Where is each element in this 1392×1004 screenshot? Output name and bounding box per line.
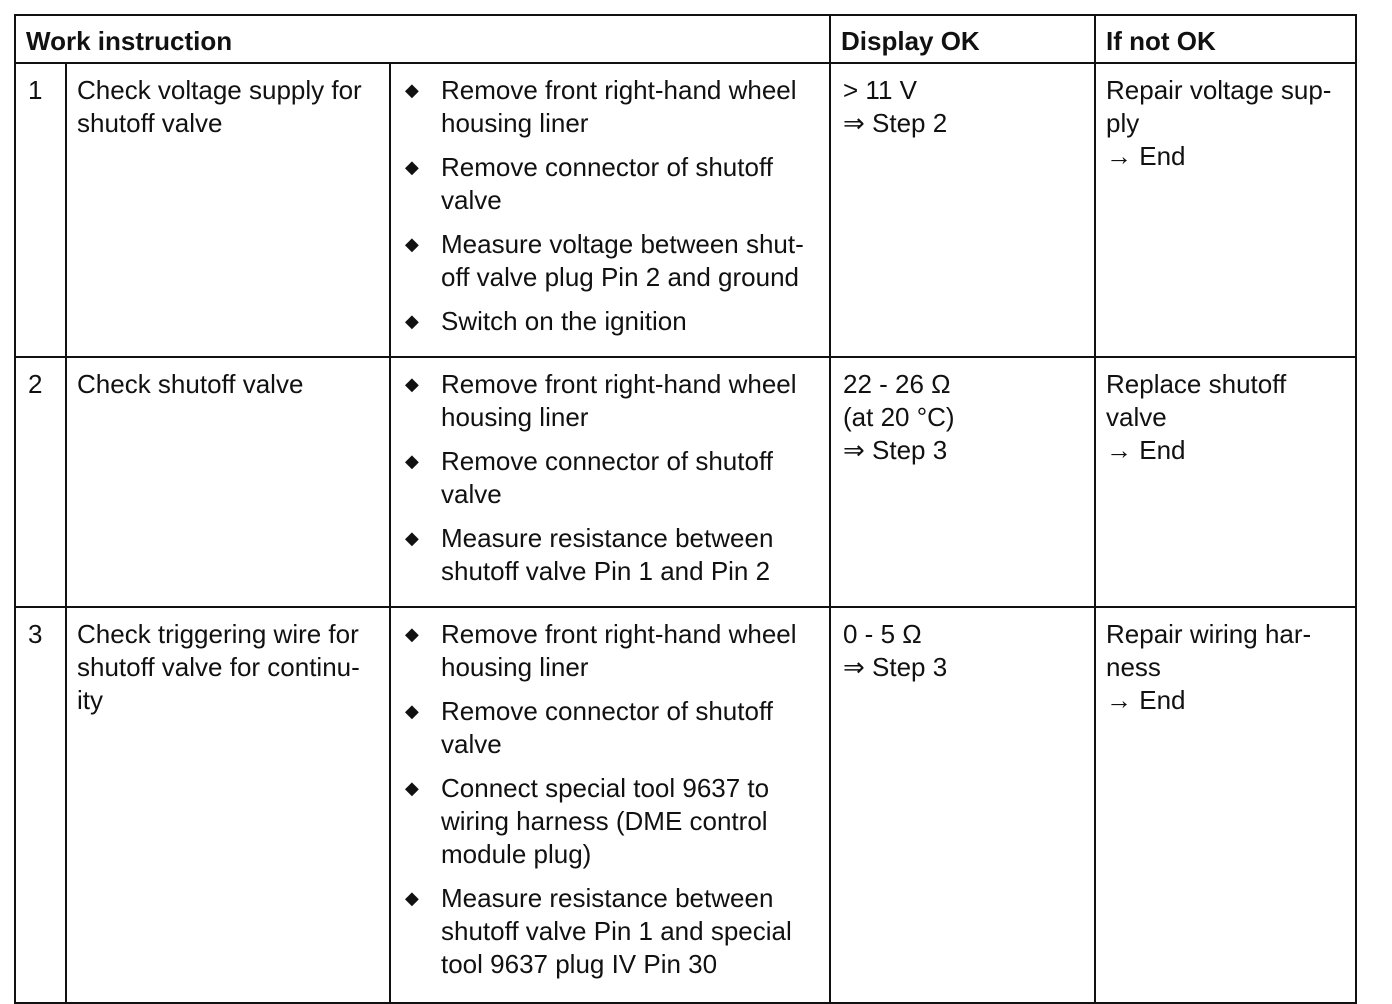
next-step-link: ⇒ Step 3 [843,435,948,465]
table-row [15,357,1356,607]
table-row [15,607,1356,1003]
diamond-bullet-icon: ◆ [405,157,419,177]
remedy-text: Repair voltage sup-ply [1106,75,1332,138]
work-instruction-table [14,14,1357,1004]
step-description: Check shutoff valve [66,357,390,607]
if-not-ok-cell [1095,63,1356,357]
display-ok-value: 22 - 26 Ω [843,369,951,399]
instruction-text: Connect special tool 9637 to wiring harness (DME control module plug) [441,773,770,869]
instruction-text: Remove connector of shutoff valve [441,446,773,509]
instruction-item [391,772,819,871]
diamond-bullet-icon: ◆ [405,374,419,394]
step-number: 2 [15,357,66,607]
diamond-bullet-icon: ◆ [405,234,419,254]
instruction-text: Remove connector of shutoff valve [441,696,773,759]
step-description: Check triggering wire for shutoff valve for continu-ity [66,607,390,1003]
display-ok-cell [830,357,1095,607]
table-header-row [15,15,1356,63]
remedy-text: Repair wiring har-ness [1106,619,1312,682]
step-number: 3 [15,607,66,1003]
end-marker: → End [1106,141,1186,171]
diamond-bullet-icon: ◆ [405,311,419,331]
next-step-link: ⇒ Step 3 [843,652,948,682]
instruction-cell [390,357,830,607]
instruction-item [391,305,819,338]
header-display-ok: Display OK [830,15,1095,63]
display-ok-cell [830,63,1095,357]
diamond-bullet-icon: ◆ [405,80,419,100]
header-work-instruction: Work instruction [15,15,830,63]
if-not-ok-cell [1095,357,1356,607]
diamond-bullet-icon: ◆ [405,451,419,471]
instruction-text: Measure voltage between shut-off valve plug Pin 2 and ground [441,229,804,292]
diamond-bullet-icon: ◆ [405,888,419,908]
end-marker: → End [1106,685,1186,715]
instruction-text: Remove front right-hand wheel housing liner [441,369,797,432]
instruction-text: Measure resistance between shutoff valve Pin 1 and special tool 9637 plug IV Pin 30 [441,883,792,979]
step-description: Check voltage supply for shutoff valve [66,63,390,357]
instruction-cell [390,607,830,1003]
instruction-item [391,74,819,140]
instruction-item [391,882,819,981]
step-number: 1 [15,63,66,357]
instruction-item [391,368,819,434]
next-step-link: ⇒ Step 2 [843,108,948,138]
display-ok-value: 0 - 5 Ω [843,619,922,649]
if-not-ok-cell [1095,607,1356,1003]
instruction-item [391,228,819,294]
instruction-item [391,151,819,217]
instruction-item [391,522,819,588]
instruction-text: Remove front right-hand wheel housing liner [441,619,797,682]
header-if-not-ok: If not OK [1095,15,1356,63]
instruction-list [391,74,819,338]
instruction-text: Remove front right-hand wheel housing liner [441,75,797,138]
instruction-cell [390,63,830,357]
display-ok-condition: (at 20 °C) [843,402,955,432]
instruction-text: Switch on the ignition [441,306,687,336]
remedy-text: Replace shutoff valve [1106,369,1287,432]
instruction-item [391,445,819,511]
instruction-list [391,618,819,981]
instruction-item [391,618,819,684]
end-marker: → End [1106,435,1186,465]
diamond-bullet-icon: ◆ [405,624,419,644]
instruction-text: Measure resistance between shutoff valve Pin 1 and Pin 2 [441,523,774,586]
instruction-item [391,695,819,761]
instruction-text: Remove connector of shutoff valve [441,152,773,215]
display-ok-value: > 11 V [843,75,917,105]
diamond-bullet-icon: ◆ [405,778,419,798]
display-ok-cell [830,607,1095,1003]
instruction-list [391,368,819,588]
table-row [15,63,1356,357]
diamond-bullet-icon: ◆ [405,528,419,548]
diamond-bullet-icon: ◆ [405,701,419,721]
